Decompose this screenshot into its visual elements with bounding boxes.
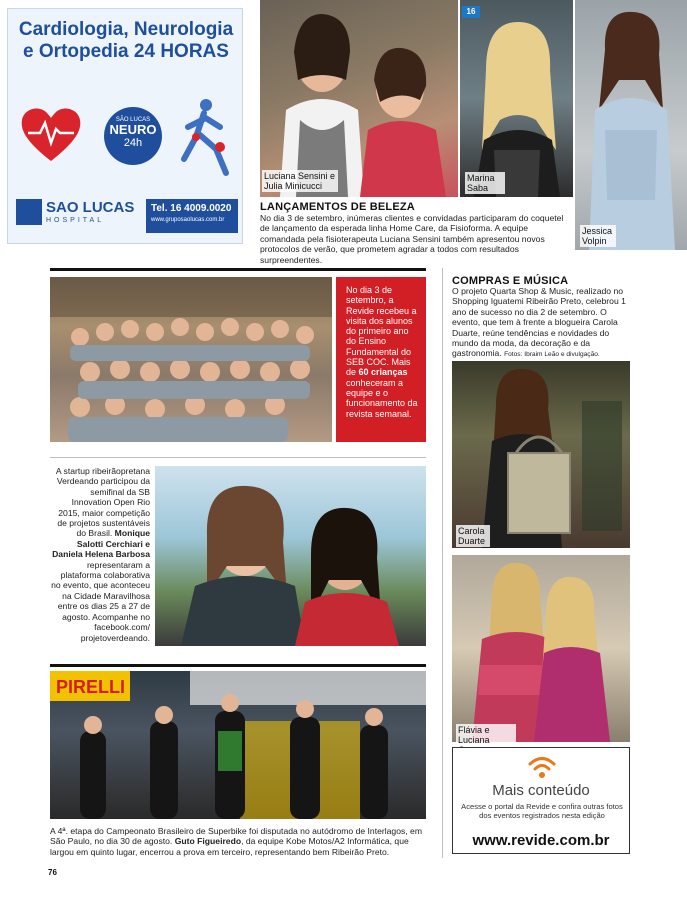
caption-luciana-julia: Luciana Sensini e Julia Minicucci [262,170,338,192]
photo-startup [155,466,426,646]
page-number: 76 [48,868,57,877]
beauty-title: LANÇAMENTOS DE BELEZA [260,201,415,213]
photo-flavia-luciana [452,555,630,742]
beauty-text: No dia 3 de setembro, inúmeras clientes e convidadas participaram do coquetel de lançamento da esperada linha Home Care, da Fisioforma. A equipe comandada pela fisioterapeuta Luciana Sensini também apresentou novos protocolos de verão, que prometem agradar a todos com resultados surpreendentes. [260,213,564,265]
shopping-text: O projeto Quarta Shop & Music, realizado no Shopping Iguatemi Ribeirão Preto, celebrou 1 ano de sucesso no dia 2 de setembro. O evento, que tem à frente a blogueira Carola Duarte, reúne tendências e novidades do mundo da moda, da decoração e da gastronomia. Fotos: Ibraim Leão e divulgação. [452,286,626,359]
heart-icon [18,103,84,165]
more-content-box[interactable] [452,747,630,854]
school-text-box: No dia 3 de setembro, a Revide recebeu a visita dos alunos do primeiro ano do Ensino Fundamental do SEB COC. Mais de 60 crianças conheceram a equipe e o funcionamento da revista semanal. [336,277,426,442]
hospital-logo-icon: SAO LUCAS HOSPITAL [16,197,142,233]
ad-title: Cardiologia, Neurologia e Ortopedia 24 HORAS [18,19,234,62]
runner-icon [176,97,238,177]
neuro-badge: SÃO LUCAS NEURO 24h [104,107,162,165]
startup-text: A startup ribeirãopretana Verdeando participou da semifinal da SB Innovation Open Rio 2015, maior competição de projetos sustentáveis do Brasil. Monique Salotti Cerchiari e Daniela Helena Barbosa representaram a plataforma colaborativa no evento, que aconteceu na Cidade Maravilhosa entre os dias 25 a 27 de agosto. Acompanhe no facebook.com/ projetoverdeando. [51,466,150,643]
superbike-text: A 4ª. etapa do Campeonato Brasileiro de Superbike foi disputada no autódromo de Interlagos, em São Paulo, no dia 30 de agosto. Guto Figueiredo, da equipe Kobe Motos/A2 Informática, que largou em quinto lugar, encerrou a prova em terceiro, representando bem Ribeirão Preto. [50,826,422,857]
caption-flavia-luciana: Flávia e Luciana [456,724,516,756]
caption-marina: Marina Saba [465,172,505,194]
caption-carola: Carola Duarte [456,525,490,547]
revide-link[interactable]: www.revide.com.br [472,832,610,849]
photo-school-group [50,277,332,442]
column-divider [442,268,443,858]
photo-luciana-julia [260,0,458,197]
shopping-title: COMPRAS E MÚSICA [452,275,569,287]
pirelli-banner: PIRELLI [56,677,126,697]
corner-badge: 16 [462,6,480,18]
ad-contact: Tel. 16 4009.0020 www.gruposaolucas.com.br [146,199,238,233]
photo-carola [452,361,630,548]
hospital-ad[interactable] [7,8,243,244]
more-content-text: Acesse o portal da Revide e confira outras fotos dos eventos registrados nesta edição [461,802,623,820]
photo-superbike-podium [50,671,426,819]
photo-jessica [575,0,687,250]
caption-jessica: Jessica Volpin [580,225,616,247]
section-rule [50,268,426,271]
more-content-title: Mais conteúdo [492,782,590,799]
photo-marina [460,0,573,197]
divider [50,457,426,458]
wifi-icon [527,754,557,780]
section-rule-2 [50,664,426,667]
